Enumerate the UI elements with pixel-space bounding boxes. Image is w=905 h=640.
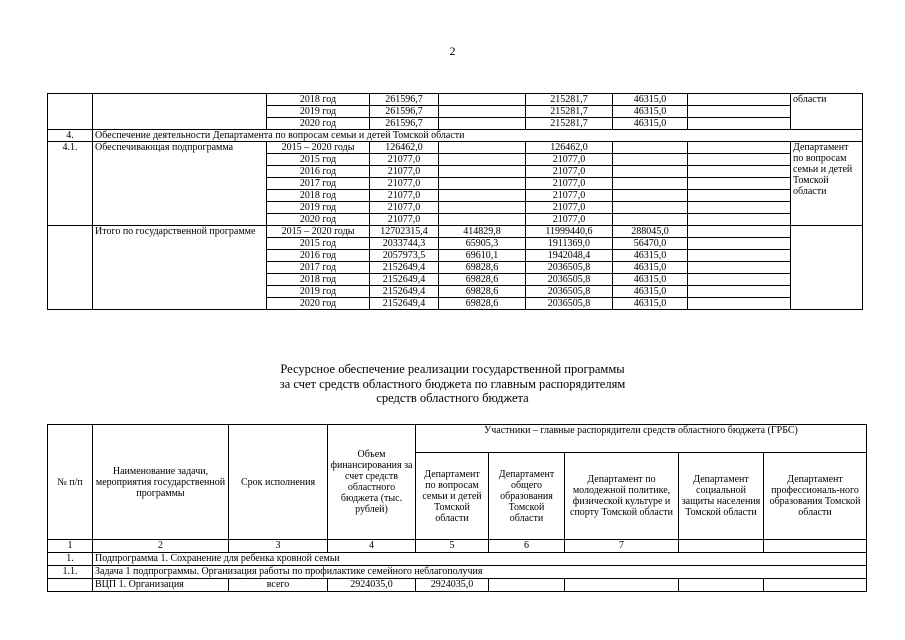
local-cell: 288045,0 bbox=[613, 226, 688, 238]
local-cell: 46315,0 bbox=[613, 274, 688, 286]
task-number: 1.1. bbox=[48, 566, 93, 579]
local-cell bbox=[613, 166, 688, 178]
header-dept-social-protection: Департамент социальной защиты населения Томской области bbox=[679, 453, 764, 540]
federal-cell bbox=[439, 118, 526, 130]
federal-cell: 69610,1 bbox=[439, 250, 526, 262]
total-cell: 21077,0 bbox=[370, 178, 439, 190]
federal-cell bbox=[439, 190, 526, 202]
local-cell: 56470,0 bbox=[613, 238, 688, 250]
colnum-8 bbox=[679, 540, 764, 553]
year-cell: 2015 год bbox=[267, 238, 370, 250]
year-cell: 2019 год bbox=[267, 286, 370, 298]
grbs-resource-table bbox=[47, 424, 867, 592]
program-total-label: Итого по государственной программе bbox=[93, 226, 267, 310]
year-cell: 2020 год bbox=[267, 298, 370, 310]
header-participants: Участники – главные распорядители средств областного бюджета (ГРБС) bbox=[416, 425, 867, 453]
vcp-dept-social-protection bbox=[679, 579, 764, 592]
item-name-cell bbox=[93, 94, 267, 130]
vcp-volume: 2924035,0 bbox=[328, 579, 416, 592]
total-cell: 21077,0 bbox=[370, 154, 439, 166]
subprogram-name: Обеспечивающая подпрограмма bbox=[93, 142, 267, 226]
header-number: № п/п bbox=[48, 425, 93, 540]
header-dept-youth-sport: Департамент по молодежной политике, физической культуре и спорту Томской области bbox=[565, 453, 679, 540]
year-cell: 2016 год bbox=[267, 166, 370, 178]
dept-cell: области bbox=[791, 94, 863, 130]
vcp-number bbox=[48, 579, 93, 592]
section-number: 4. bbox=[48, 130, 93, 142]
section-title: Обеспечение деятельности Департамента по вопросам семьи и детей Томской области bbox=[93, 130, 863, 142]
other-cell bbox=[688, 262, 791, 274]
regional-cell: 21077,0 bbox=[526, 166, 613, 178]
regional-cell: 2036505,8 bbox=[526, 298, 613, 310]
total-cell: 2152649,4 bbox=[370, 262, 439, 274]
year-cell: 2019 год bbox=[267, 106, 370, 118]
local-cell bbox=[613, 214, 688, 226]
local-cell: 46315,0 bbox=[613, 106, 688, 118]
total-cell: 2057973,5 bbox=[370, 250, 439, 262]
year-cell: 2020 год bbox=[267, 118, 370, 130]
colnum-3: 3 bbox=[229, 540, 328, 553]
total-cell: 21077,0 bbox=[370, 166, 439, 178]
regional-cell: 2036505,8 bbox=[526, 274, 613, 286]
vcp-dept-professional-education bbox=[764, 579, 867, 592]
federal-cell: 69828,6 bbox=[439, 298, 526, 310]
federal-cell: 69828,6 bbox=[439, 262, 526, 274]
local-cell: 46315,0 bbox=[613, 298, 688, 310]
federal-cell: 414829,8 bbox=[439, 226, 526, 238]
federal-cell bbox=[439, 142, 526, 154]
dept-cell: Департамент по вопросам семьи и детей Томской области bbox=[791, 142, 863, 226]
year-cell: 2016 год bbox=[267, 250, 370, 262]
total-cell: 2033744,3 bbox=[370, 238, 439, 250]
other-cell bbox=[688, 214, 791, 226]
other-cell bbox=[688, 94, 791, 106]
regional-cell: 2036505,8 bbox=[526, 262, 613, 274]
subprogram-number: 1. bbox=[48, 553, 93, 566]
header-task-name: Наименование задачи, мероприятия государственной программы bbox=[93, 425, 229, 540]
other-cell bbox=[688, 286, 791, 298]
heading-line-2: за счет средств областного бюджета по главным распорядителям bbox=[279, 376, 626, 391]
total-cell: 21077,0 bbox=[370, 214, 439, 226]
table-row bbox=[48, 142, 863, 154]
total-cell: 126462,0 bbox=[370, 142, 439, 154]
local-cell: 46315,0 bbox=[613, 250, 688, 262]
total-cell: 261596,7 bbox=[370, 106, 439, 118]
year-cell: 2019 год bbox=[267, 202, 370, 214]
regional-cell: 21077,0 bbox=[526, 190, 613, 202]
regional-cell: 2036505,8 bbox=[526, 286, 613, 298]
total-cell: 2152649,4 bbox=[370, 298, 439, 310]
year-cell: 2015 – 2020 годы bbox=[267, 226, 370, 238]
vcp-term: всего bbox=[229, 579, 328, 592]
year-cell: 2018 год bbox=[267, 190, 370, 202]
federal-cell: 65905,3 bbox=[439, 238, 526, 250]
total-cell: 12702315,4 bbox=[370, 226, 439, 238]
task-title: Задача 1 подпрограммы. Организация работы по профилактике семейного неблагополучия bbox=[93, 566, 867, 579]
other-cell bbox=[688, 154, 791, 166]
regional-cell: 215281,7 bbox=[526, 94, 613, 106]
regional-cell: 21077,0 bbox=[526, 154, 613, 166]
total-cell: 2152649,4 bbox=[370, 274, 439, 286]
heading-line-3: средств областного бюджета bbox=[376, 391, 529, 405]
dept-cell bbox=[791, 226, 863, 310]
total-cell: 2152649,4 bbox=[370, 286, 439, 298]
federal-cell bbox=[439, 106, 526, 118]
table-row bbox=[48, 94, 863, 106]
local-cell bbox=[613, 190, 688, 202]
other-cell bbox=[688, 298, 791, 310]
other-cell bbox=[688, 118, 791, 130]
colnum-5: 5 bbox=[416, 540, 489, 553]
other-cell bbox=[688, 142, 791, 154]
regional-cell: 215281,7 bbox=[526, 118, 613, 130]
local-cell bbox=[613, 178, 688, 190]
year-cell: 2018 год bbox=[267, 94, 370, 106]
year-cell: 2015 год bbox=[267, 154, 370, 166]
local-cell: 46315,0 bbox=[613, 94, 688, 106]
total-cell: 21077,0 bbox=[370, 190, 439, 202]
federal-cell bbox=[439, 154, 526, 166]
year-cell: 2017 год bbox=[267, 178, 370, 190]
colnum-7: 7 bbox=[565, 540, 679, 553]
section-row bbox=[48, 130, 863, 142]
regional-cell: 21077,0 bbox=[526, 178, 613, 190]
section-heading bbox=[0, 362, 905, 406]
regional-cell: 126462,0 bbox=[526, 142, 613, 154]
header-volume: Объем финансирования за счет средств областного бюджета (тыс. рублей) bbox=[328, 425, 416, 540]
total-number-cell bbox=[48, 226, 93, 310]
federal-cell bbox=[439, 166, 526, 178]
resource-table-continued bbox=[47, 93, 863, 310]
vcp-dept-family: 2924035,0 bbox=[416, 579, 489, 592]
federal-cell bbox=[439, 202, 526, 214]
colnum-9 bbox=[764, 540, 867, 553]
regional-cell: 21077,0 bbox=[526, 202, 613, 214]
header-dept-general-education: Департамент общего образования Томской области bbox=[489, 453, 565, 540]
federal-cell: 69828,6 bbox=[439, 286, 526, 298]
colnum-1: 1 bbox=[48, 540, 93, 553]
other-cell bbox=[688, 178, 791, 190]
federal-cell bbox=[439, 178, 526, 190]
regional-cell: 11999440,6 bbox=[526, 226, 613, 238]
local-cell bbox=[613, 142, 688, 154]
item-number-cell bbox=[48, 94, 93, 130]
other-cell bbox=[688, 226, 791, 238]
total-cell: 261596,7 bbox=[370, 118, 439, 130]
year-cell: 2015 – 2020 годы bbox=[267, 142, 370, 154]
vcp-dept-general-education bbox=[489, 579, 565, 592]
local-cell: 46315,0 bbox=[613, 118, 688, 130]
federal-cell: 69828,6 bbox=[439, 274, 526, 286]
other-cell bbox=[688, 238, 791, 250]
colnum-4: 4 bbox=[328, 540, 416, 553]
page-number: 2 bbox=[449, 44, 456, 58]
colnum-6: 6 bbox=[489, 540, 565, 553]
total-cell: 21077,0 bbox=[370, 202, 439, 214]
local-cell: 46315,0 bbox=[613, 262, 688, 274]
total-cell: 261596,7 bbox=[370, 94, 439, 106]
other-cell bbox=[688, 190, 791, 202]
other-cell bbox=[688, 166, 791, 178]
header-dept-family: Департамент по вопросам семьи и детей Томской области bbox=[416, 453, 489, 540]
federal-cell bbox=[439, 214, 526, 226]
other-cell bbox=[688, 202, 791, 214]
vcp-name: ВЦП 1. Организация bbox=[93, 579, 229, 592]
colnum-2: 2 bbox=[93, 540, 229, 553]
vcp-dept-youth-sport bbox=[565, 579, 679, 592]
year-cell: 2017 год bbox=[267, 262, 370, 274]
other-cell bbox=[688, 274, 791, 286]
header-dept-professional-education: Департамент профессиональ-ного образования Томской области bbox=[764, 453, 867, 540]
year-cell: 2018 год bbox=[267, 274, 370, 286]
other-cell bbox=[688, 106, 791, 118]
other-cell bbox=[688, 250, 791, 262]
header-term: Срок исполнения bbox=[229, 425, 328, 540]
heading-line-1: Ресурсное обеспечение реализации государственной программы bbox=[280, 362, 625, 376]
regional-cell: 1911369,0 bbox=[526, 238, 613, 250]
local-cell bbox=[613, 202, 688, 214]
year-cell: 2020 год bbox=[267, 214, 370, 226]
regional-cell: 21077,0 bbox=[526, 214, 613, 226]
subprogram-number: 4.1. bbox=[48, 142, 93, 226]
local-cell bbox=[613, 154, 688, 166]
federal-cell bbox=[439, 94, 526, 106]
subprogram-title: Подпрограмма 1. Сохранение для ребенка кровной семьи bbox=[93, 553, 867, 566]
regional-cell: 1942048,4 bbox=[526, 250, 613, 262]
local-cell: 46315,0 bbox=[613, 286, 688, 298]
regional-cell: 215281,7 bbox=[526, 106, 613, 118]
table-row bbox=[48, 226, 863, 238]
